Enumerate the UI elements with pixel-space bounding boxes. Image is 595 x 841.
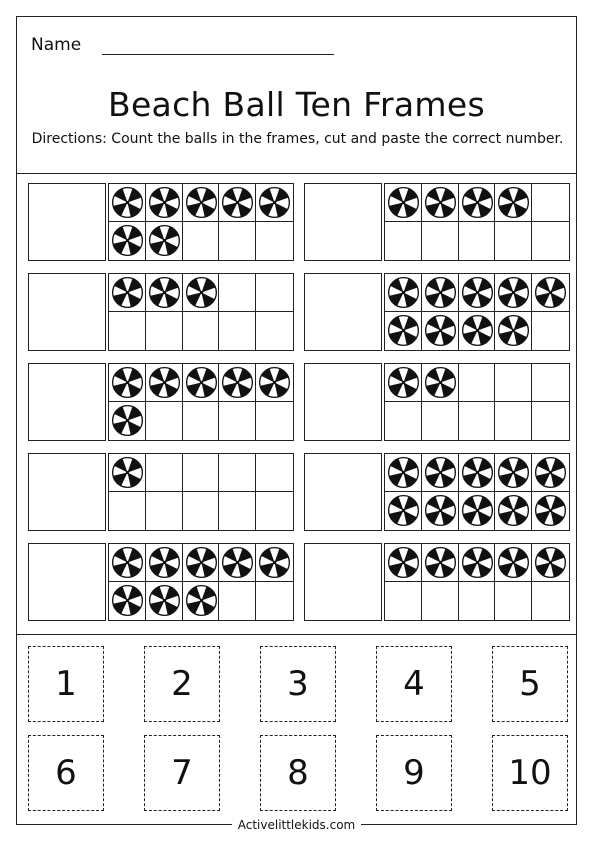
ten-frame-cell xyxy=(422,454,459,492)
ten-frame-cell xyxy=(385,184,422,222)
ten-frame-cell xyxy=(146,222,183,260)
answer-box[interactable] xyxy=(28,543,106,621)
ten-frame-cell xyxy=(146,274,183,312)
ten-frame-cell xyxy=(459,544,496,582)
answer-box[interactable] xyxy=(304,543,382,621)
footer xyxy=(17,814,576,833)
ten-frame-cell xyxy=(532,222,569,260)
ten-frame-cell xyxy=(495,312,532,350)
ten-frame-cell xyxy=(146,454,183,492)
ten-frame-cell xyxy=(109,402,146,440)
number-card-5[interactable]: 5 xyxy=(492,646,568,722)
ten-frame-cell xyxy=(146,364,183,402)
number-card-7[interactable]: 7 xyxy=(144,735,220,811)
worksheet-header xyxy=(17,17,576,174)
ten-frame-cell xyxy=(219,544,256,582)
ten-frame xyxy=(108,363,294,441)
answer-box[interactable] xyxy=(28,183,106,261)
ten-frame-cell xyxy=(495,582,532,620)
ten-frame-cell xyxy=(532,582,569,620)
ten-frame-group xyxy=(304,543,570,621)
ten-frame-group xyxy=(304,273,570,351)
ten-frame-cell xyxy=(219,402,256,440)
worksheet-page xyxy=(16,16,577,832)
ten-frame-group xyxy=(28,273,294,351)
ten-frame-cell xyxy=(532,544,569,582)
ten-frame-cell xyxy=(495,222,532,260)
number-card-9[interactable]: 9 xyxy=(376,735,452,811)
ten-frame-cell xyxy=(385,402,422,440)
ten-frame-cell xyxy=(183,312,220,350)
number-card-4[interactable]: 4 xyxy=(376,646,452,722)
ten-frame-cell xyxy=(532,364,569,402)
ten-frame-cell xyxy=(256,222,293,260)
answer-box[interactable] xyxy=(304,363,382,441)
ten-frame-cell xyxy=(385,492,422,530)
ten-frame-cell xyxy=(532,454,569,492)
ten-frame-cell xyxy=(109,222,146,260)
ten-frame-group xyxy=(28,543,294,621)
ten-frame-cell xyxy=(459,364,496,402)
ten-frame-cell xyxy=(183,184,220,222)
ten-frame xyxy=(108,453,294,531)
ten-frame-cell xyxy=(256,312,293,350)
ten-frame-cell xyxy=(146,402,183,440)
ten-frame-cell xyxy=(422,222,459,260)
ten-frame-cell xyxy=(532,492,569,530)
ten-frame-cell xyxy=(495,402,532,440)
ten-frame-cell xyxy=(385,274,422,312)
ten-frame-cell xyxy=(256,544,293,582)
ten-frames-area xyxy=(17,173,576,634)
ten-frame-cell xyxy=(459,312,496,350)
ten-frame-cell xyxy=(109,312,146,350)
ten-frame-cell xyxy=(109,274,146,312)
ten-frame-cell xyxy=(146,582,183,620)
ten-frame xyxy=(384,543,570,621)
ten-frame-cell xyxy=(532,184,569,222)
answer-box[interactable] xyxy=(304,453,382,531)
ten-frame-cell xyxy=(183,582,220,620)
ten-frame-cell xyxy=(219,582,256,620)
ten-frame-cell xyxy=(422,274,459,312)
ten-frame-cell xyxy=(256,402,293,440)
ten-frame-group xyxy=(28,453,294,531)
ten-frame xyxy=(384,273,570,351)
ten-frame-cell xyxy=(146,492,183,530)
ten-frame-cell xyxy=(459,454,496,492)
ten-frame-cell xyxy=(109,364,146,402)
ten-frame-cell xyxy=(146,544,183,582)
ten-frame-cell xyxy=(495,184,532,222)
answer-box[interactable] xyxy=(304,273,382,351)
ten-frame xyxy=(384,453,570,531)
ten-frame-cell xyxy=(422,492,459,530)
ten-frame-cell xyxy=(532,274,569,312)
ten-frame-cell xyxy=(459,184,496,222)
ten-frame-cell xyxy=(495,492,532,530)
ten-frame-group xyxy=(304,453,570,531)
name-label: Name xyxy=(31,35,82,55)
number-card-1[interactable]: 1 xyxy=(28,646,104,722)
ten-frame xyxy=(108,543,294,621)
ten-frame-cell xyxy=(459,582,496,620)
ten-frame-cell xyxy=(183,402,220,440)
ten-frame-cell xyxy=(219,312,256,350)
number-card-3[interactable]: 3 xyxy=(260,646,336,722)
number-card-2[interactable]: 2 xyxy=(144,646,220,722)
ten-frame-cell xyxy=(109,582,146,620)
ten-frame-cell xyxy=(385,544,422,582)
footer-site: Activelittlekids.com xyxy=(232,818,362,832)
number-cards-area xyxy=(17,634,576,827)
ten-frame-cell xyxy=(532,312,569,350)
ten-frame-cell xyxy=(109,454,146,492)
ten-frame-cell xyxy=(109,544,146,582)
ten-frame xyxy=(108,183,294,261)
ten-frame-cell xyxy=(422,402,459,440)
ten-frame-cell xyxy=(256,364,293,402)
ten-frame-group xyxy=(28,183,294,261)
ten-frame-cell xyxy=(109,492,146,530)
ten-frame-cell xyxy=(183,222,220,260)
ten-frame-cell xyxy=(459,492,496,530)
ten-frame-group xyxy=(304,183,570,261)
ten-frame-cell xyxy=(422,184,459,222)
page-title: Beach Ball Ten Frames xyxy=(108,85,485,124)
ten-frame-cell xyxy=(146,184,183,222)
ten-frame-cell xyxy=(495,274,532,312)
ten-frame-group xyxy=(304,363,570,441)
ten-frame-cell xyxy=(385,582,422,620)
ten-frame-cell xyxy=(183,492,220,530)
ten-frame-cell xyxy=(109,184,146,222)
ten-frame-cell xyxy=(459,274,496,312)
ten-frame-cell xyxy=(146,312,183,350)
number-card-10[interactable]: 10 xyxy=(492,735,568,811)
ten-frame-cell xyxy=(422,364,459,402)
ten-frame-cell xyxy=(495,454,532,492)
ten-frame-cell xyxy=(459,222,496,260)
ten-frame-cell xyxy=(183,274,220,312)
answer-box[interactable] xyxy=(28,273,106,351)
ten-frame-cell xyxy=(256,582,293,620)
number-card-8[interactable]: 8 xyxy=(260,735,336,811)
ten-frame-cell xyxy=(385,454,422,492)
ten-frame-cell xyxy=(495,364,532,402)
ten-frame-cell xyxy=(495,544,532,582)
ten-frame-cell xyxy=(385,222,422,260)
ten-frame-cell xyxy=(256,454,293,492)
ten-frame-cell xyxy=(256,184,293,222)
ten-frame-cell xyxy=(422,544,459,582)
ten-frame-cell xyxy=(183,544,220,582)
ten-frame-cell xyxy=(532,402,569,440)
ten-frame-cell xyxy=(219,274,256,312)
ten-frame-cell xyxy=(219,364,256,402)
ten-frame-cell xyxy=(256,274,293,312)
ten-frame-cell xyxy=(385,312,422,350)
ten-frame xyxy=(108,273,294,351)
answer-box[interactable] xyxy=(28,453,106,531)
ten-frame xyxy=(384,363,570,441)
ten-frame-cell xyxy=(183,454,220,492)
name-line[interactable] xyxy=(102,54,334,55)
answer-box[interactable] xyxy=(28,363,106,441)
ten-frame-cell xyxy=(422,312,459,350)
ten-frame-cell xyxy=(256,492,293,530)
ten-frame-cell xyxy=(219,222,256,260)
directions-text: Directions: Count the balls in the frames, cut and paste the correct number. xyxy=(31,131,564,147)
ten-frame-cell xyxy=(219,184,256,222)
ten-frame-cell xyxy=(422,582,459,620)
ten-frame-group xyxy=(28,363,294,441)
ten-frame-cell xyxy=(385,364,422,402)
ten-frame-cell xyxy=(219,492,256,530)
ten-frame-cell xyxy=(219,454,256,492)
answer-box[interactable] xyxy=(304,183,382,261)
ten-frame-cell xyxy=(183,364,220,402)
ten-frame-cell xyxy=(459,402,496,440)
ten-frame xyxy=(384,183,570,261)
number-card-6[interactable]: 6 xyxy=(28,735,104,811)
